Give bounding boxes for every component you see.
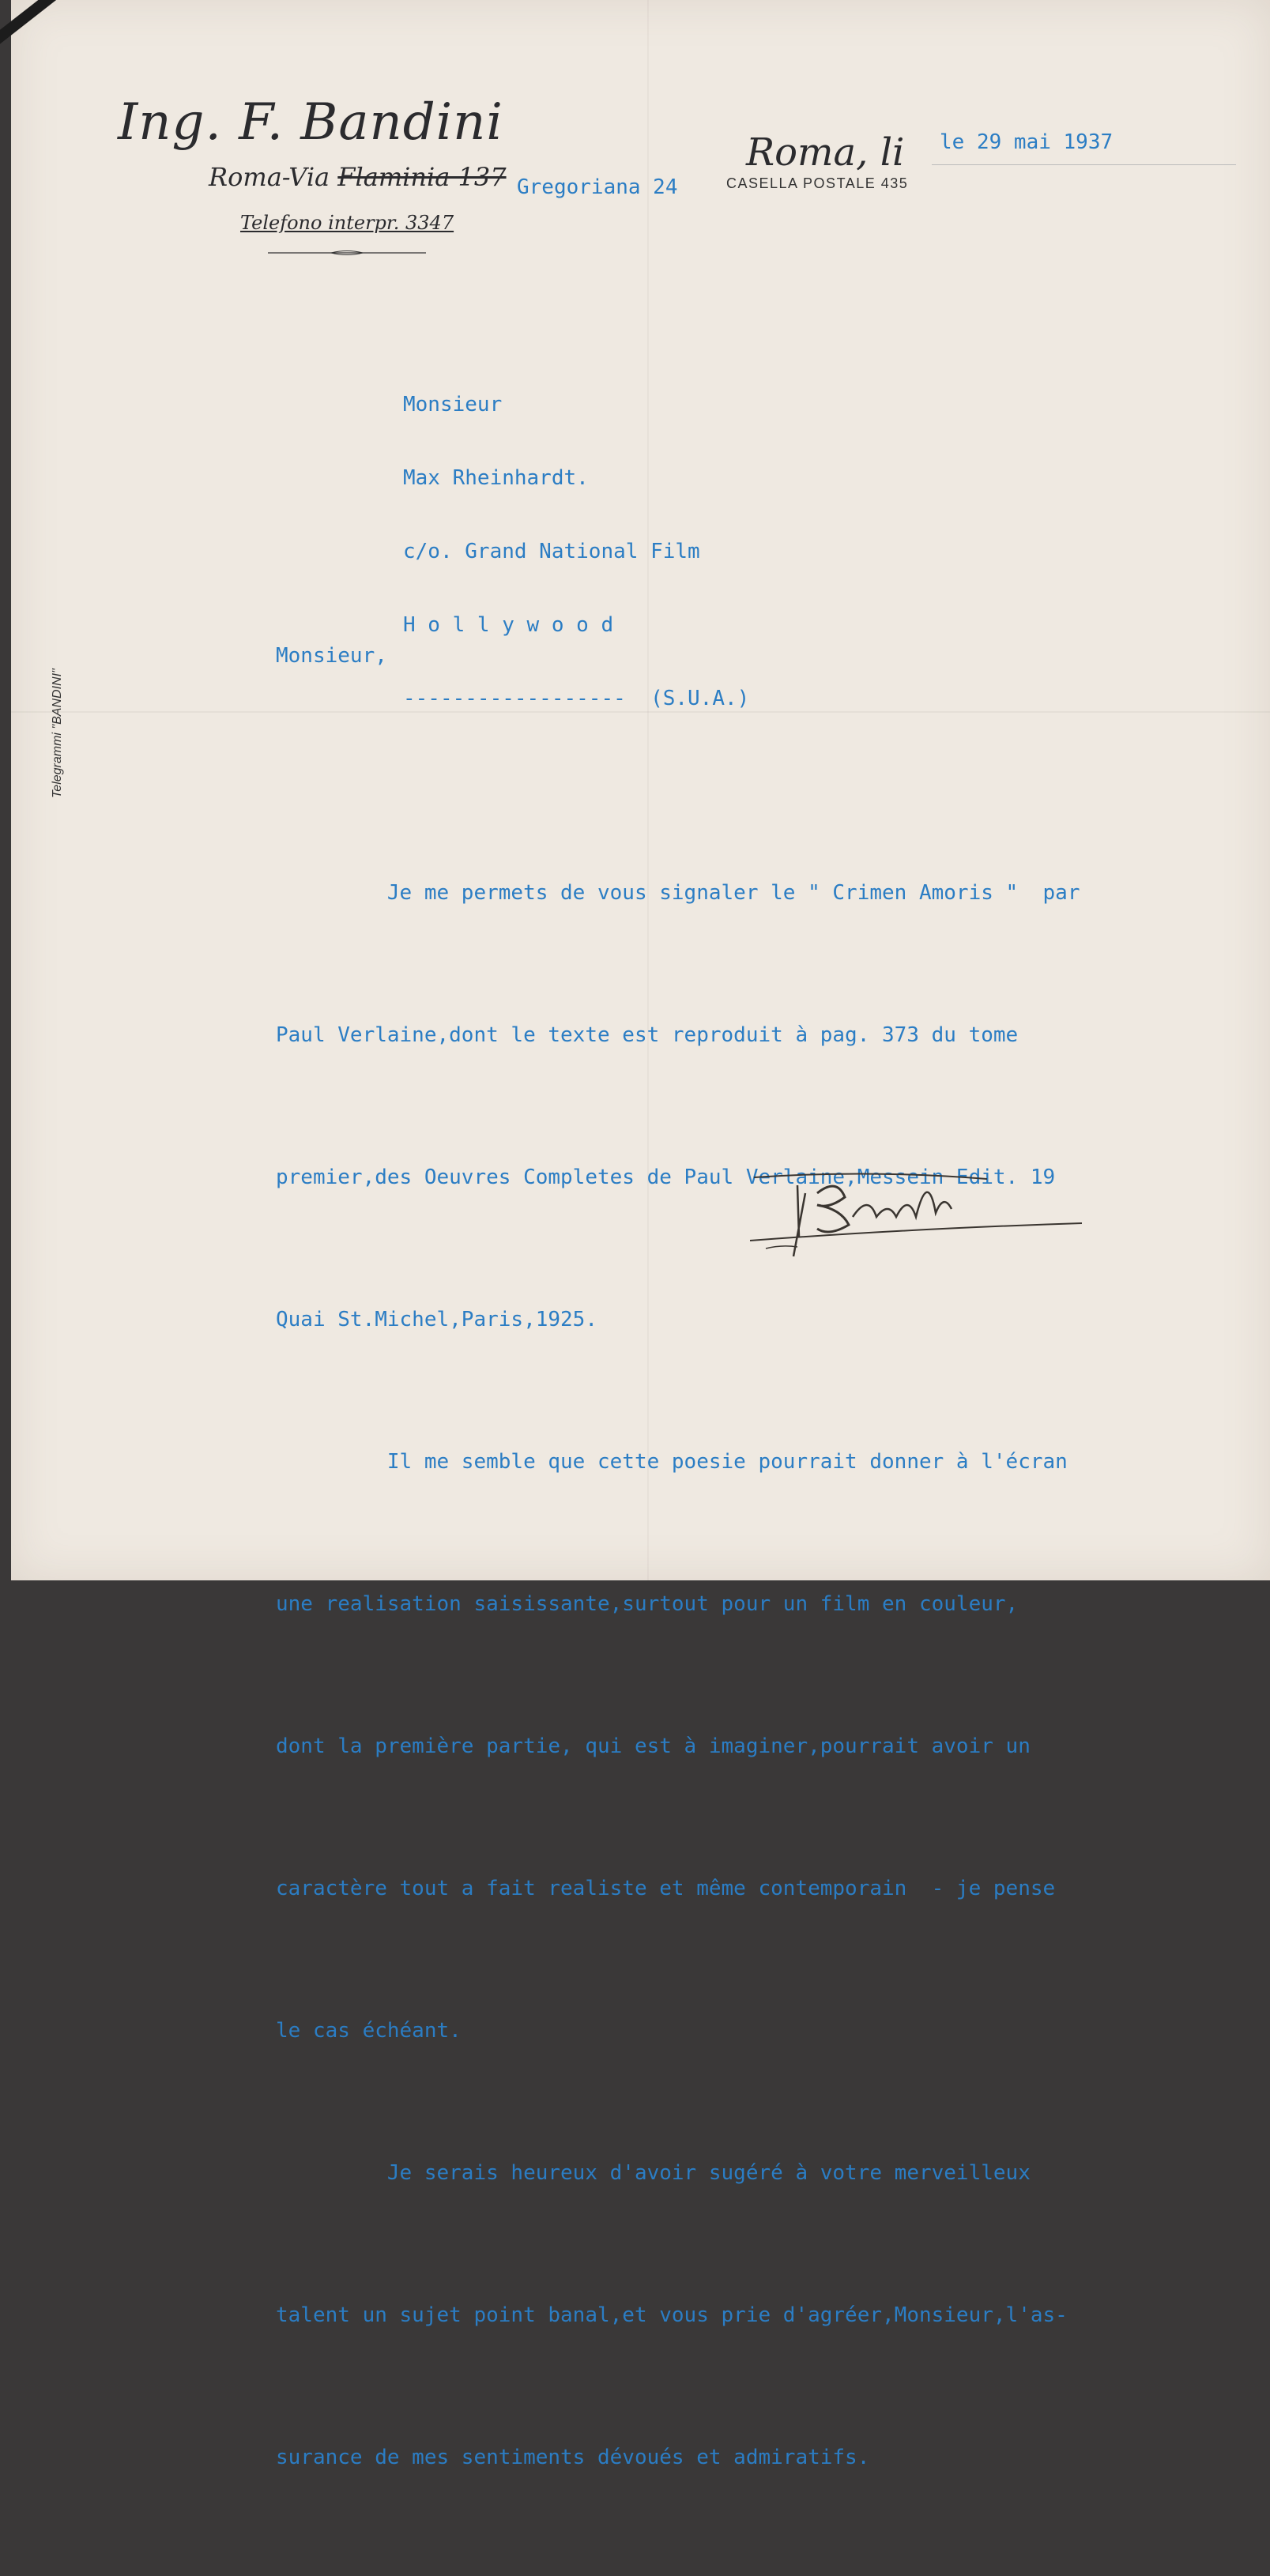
recipient-line: Monsieur xyxy=(403,393,503,416)
telegram-address: Telegrammi "BANDINI" xyxy=(51,668,64,798)
body-line: Quai St.Michel,Paris,1925. xyxy=(276,1308,597,1331)
letterhead-ornament xyxy=(268,249,426,257)
letterhead-address xyxy=(209,162,507,192)
body-line: caractère tout a fait realiste et même contemporain - je pense xyxy=(276,1877,1056,1900)
letterhead-name: Ing. F. Bandini xyxy=(118,93,503,152)
recipient-line: ------------------ (S.U.A.) xyxy=(403,687,750,710)
body-line: Je me permets de vous signaler le " Crimen Amoris " par xyxy=(276,881,1080,905)
recipient-line: Max Rheinhardt. xyxy=(403,466,589,490)
po-box: CASELLA POSTALE 435 xyxy=(726,175,909,191)
body-line: dont la première partie, qui est à imaginer,pourrait avoir un xyxy=(276,1734,1031,1758)
body-line: Paul Verlaine,dont le texte est reproduit à pag. 373 du tome xyxy=(276,1023,1019,1047)
letter-date: le 29 mai 1937 xyxy=(940,130,1114,154)
recipient-line: c/o. Grand National Film xyxy=(403,540,700,563)
address-prefix: Roma-Via xyxy=(209,162,338,192)
mourning-band xyxy=(0,0,145,58)
body-line: surance de mes sentiments dévoués et admiratifs. xyxy=(276,2446,870,2469)
body-line: Monsieur, xyxy=(276,644,387,668)
letter-body xyxy=(276,537,1080,2576)
recipient-line: H o l l y w o o d xyxy=(403,613,614,637)
body-line: talent un sujet point banal,et vous prie d'agréer,Monsieur,l'as- xyxy=(276,2303,1068,2327)
body-line: une realisation saisissante,surtout pour un film en couleur, xyxy=(276,1592,1019,1616)
body-line: Il me semble que cette poesie pourrait donner à l'écran xyxy=(276,1450,1068,1474)
handwritten-signature xyxy=(750,1162,1082,1280)
body-line: Je serais heureux d'avoir sugéré à votre merveilleux xyxy=(276,2161,1031,2185)
typed-address-correction: Gregoriana 24 xyxy=(517,175,678,199)
body-line: le cas échéant. xyxy=(276,2019,462,2043)
body-line: premier,des Oeuvres Completes de Paul Verlaine,Messein Edit. 19 xyxy=(276,1166,1056,1189)
letter-page xyxy=(11,0,1270,2469)
address-struck: Flaminia 137 xyxy=(337,162,507,192)
date-rule xyxy=(932,164,1236,165)
letterhead-place: Roma, li xyxy=(746,130,905,175)
letterhead-telephone: Telefono interpr. 3347 xyxy=(240,212,454,234)
